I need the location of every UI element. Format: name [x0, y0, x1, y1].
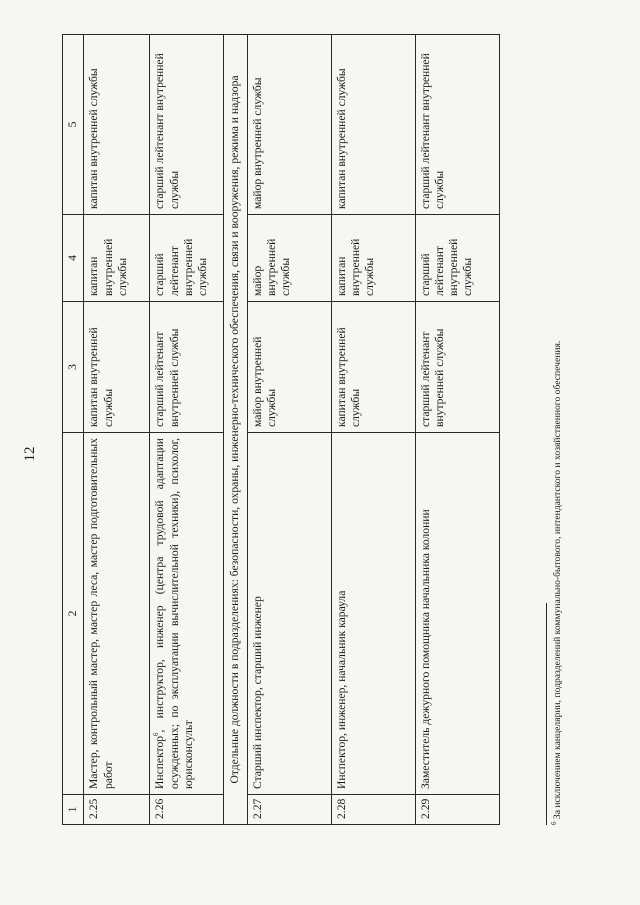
footnote-separator [546, 603, 547, 825]
footnote [549, 340, 563, 825]
table-row [247, 35, 331, 825]
ranks-table [62, 34, 500, 825]
row-number: 2.29 [415, 795, 499, 825]
row-number: 2.28 [331, 795, 415, 825]
footnote-mark: 6 [549, 821, 558, 825]
rank-cell-5: старший лейтенант внутренней службы [150, 35, 224, 215]
rank-cell-3: старший лейтенант внутренней службы [415, 302, 499, 433]
header-col-3: 3 [63, 302, 84, 433]
header-col-4: 4 [63, 215, 84, 302]
rank-cell-3: капитан внутренней службы [84, 302, 150, 433]
row-number: 2.27 [247, 795, 331, 825]
rank-cell-4: капитан внутренней службы [331, 215, 415, 302]
rank-cell-5: капитан внутренней службы [84, 35, 150, 215]
table-row [84, 35, 150, 825]
section-heading: Отдельные должности в подразделениях: безопасности, охраны, инженерно-технического обеспечения, связи и вооружения, режима и надзора [224, 35, 247, 825]
page-number: 12 [22, 446, 38, 462]
rank-cell-5: капитан внутренней службы [331, 35, 415, 215]
rank-cell-4: старший лейтенант внутренней службы [415, 215, 499, 302]
row-number: 2.25 [84, 795, 150, 825]
rank-cell-4: старший лейтенант внутренней службы [150, 215, 224, 302]
position-cell: Старший инспектор, старший инженер [247, 433, 331, 795]
rank-cell-5: старший лейтенант внутренней службы [415, 35, 499, 215]
header-row [63, 35, 84, 825]
header-col-5: 5 [63, 35, 84, 215]
position-cell: Заместитель дежурного помощника начальника колонии [415, 433, 499, 795]
header-col-2: 2 [63, 433, 84, 795]
row-number: 2.26 [150, 795, 224, 825]
section-heading-row [224, 35, 247, 825]
rank-cell-4: майор внутренней службы [247, 215, 331, 302]
header-col-1: 1 [63, 795, 84, 825]
position-prefix: Инспектор [153, 735, 167, 789]
position-cell: Инспектор, инженер, начальник караула [331, 433, 415, 795]
table-row [415, 35, 499, 825]
rank-cell-3: майор внутренней службы [247, 302, 331, 433]
rank-cell-3: старший лейтенант внутренней службы [150, 302, 224, 433]
position-rest: , инструктор, инженер (центра трудовой адаптации осужденных; по эксплуатации вычислительной техники), психолог, юрисконсульт [153, 438, 195, 789]
footnote-text: За исключением канцелярии, подразделений коммунально-бытового, интендантского и хозяйственного обеспечения. [552, 340, 563, 820]
position-cell: Мастер, контрольный мастер, мастер леса, мастер подготовительных работ [84, 433, 150, 795]
rank-cell-5: майор внутренней службы [247, 35, 331, 215]
footnote-reference: 6 [152, 732, 161, 736]
rank-cell-3: капитан внутренней службы [331, 302, 415, 433]
rank-cell-4: капитан внутренней службы [84, 215, 150, 302]
table-row [331, 35, 415, 825]
table-row [150, 35, 224, 825]
position-cell [150, 433, 224, 795]
